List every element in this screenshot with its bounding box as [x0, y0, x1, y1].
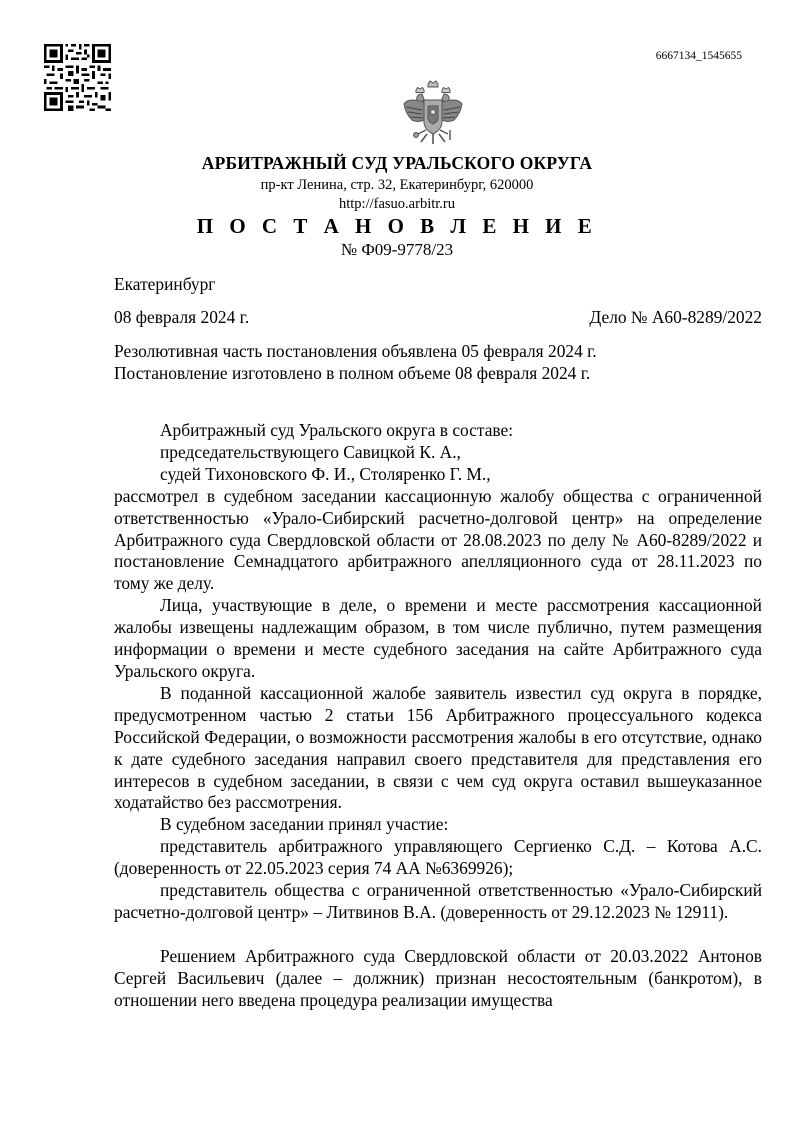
paragraph-petition: В поданной кассационной жалобе заявитель известил суд округа в порядке, предусмотренном частью 2 статьи 156 Арбитражного процессуального кодекса Российской Федерации, о возможности рассмотрения жалобы в его отсутствие, однако к дате судебного заседания направил своего представителя для представления его интересов в судебном заседании, в связи с чем суд округа оставил вышеуказанное ходатайство без рассмотрения. [114, 682, 762, 813]
coat-of-arms-icon [402, 80, 464, 146]
resolution-made: Постановление изготовлено в полном объеме 08 февраля 2024 г. [114, 363, 591, 383]
paragraph-gap [114, 924, 762, 946]
case-number: Дело № А60-8289/2022 [589, 307, 762, 327]
court-address: пр-кт Ленина, стр. 32, Екатеринбург, 620000 [260, 177, 534, 193]
court-website: http://fasuo.arbitr.ru [339, 196, 455, 212]
panel-judges: судей Тихоновского Ф. И., Столяренко Г. М., [160, 463, 491, 484]
paragraph-notified: Лица, участвующие в деле, о времени и месте рассмотрения кассационной жалобы извещены надлежащим образом, в том числе публично, путем размещения информации о времени и месте судебного заседания на сайте Арбитражного суда Уральского округа. [114, 595, 762, 681]
document-number: № Ф09-9778/23 [340, 240, 454, 259]
paragraph-decision: Решением Арбитражного суда Свердловской области от 20.03.2022 Антонов Сергей Васильевич (далее – должник) признан несостоятельным (банкротом), в отношении него введена процедура реализации имущества [114, 945, 762, 1010]
paragraph-representative-2: представитель общества с ограниченной ответственностью «Урало-Сибирский расчетно-долговой центр» – Литвинов В.А. (доверенность от 29.12.2023 № 12911). [114, 880, 762, 922]
court-name: АРБИТРАЖНЫЙ СУД УРАЛЬСКОГО ОКРУГА [201, 153, 593, 173]
paragraph-representative-1: представитель арбитражного управляющего Сергиенко С.Д. – Котова А.С. (доверенность от 22.05.2023 серия 74 АА №6369926); [114, 836, 762, 879]
city: Екатеринбург [114, 274, 216, 294]
document-id: 6667134_1545655 [655, 50, 742, 62]
paragraph-considered: рассмотрел в судебном заседании кассационную жалобу общества с ограниченной ответственностью «Урало-Сибирский расчетно-долговой центр» на определение Арбитражного суда Свердловской области от 28.08.2023 по делу № А60-8289/2022 и постановление Семнадцатого арбитражного апелляционного суда от 28.11.2023 по тому же делу. [114, 485, 762, 594]
document-body [114, 420, 762, 1012]
document-title: П О С Т А Н О В Л Е Н И Е [196, 214, 598, 238]
paragraph-participants: В судебном заседании принял участие: [160, 814, 449, 835]
resolution-announced: Резолютивная часть постановления объявлена 05 февраля 2024 г. [114, 341, 597, 361]
qr-code [44, 44, 111, 111]
presiding-judge: председательствующего Савицкой К. А., [160, 441, 461, 462]
document-date: 08 февраля 2024 г. [114, 307, 250, 327]
composition-intro: Арбитражный суд Уральского округа в составе: [160, 420, 514, 440]
